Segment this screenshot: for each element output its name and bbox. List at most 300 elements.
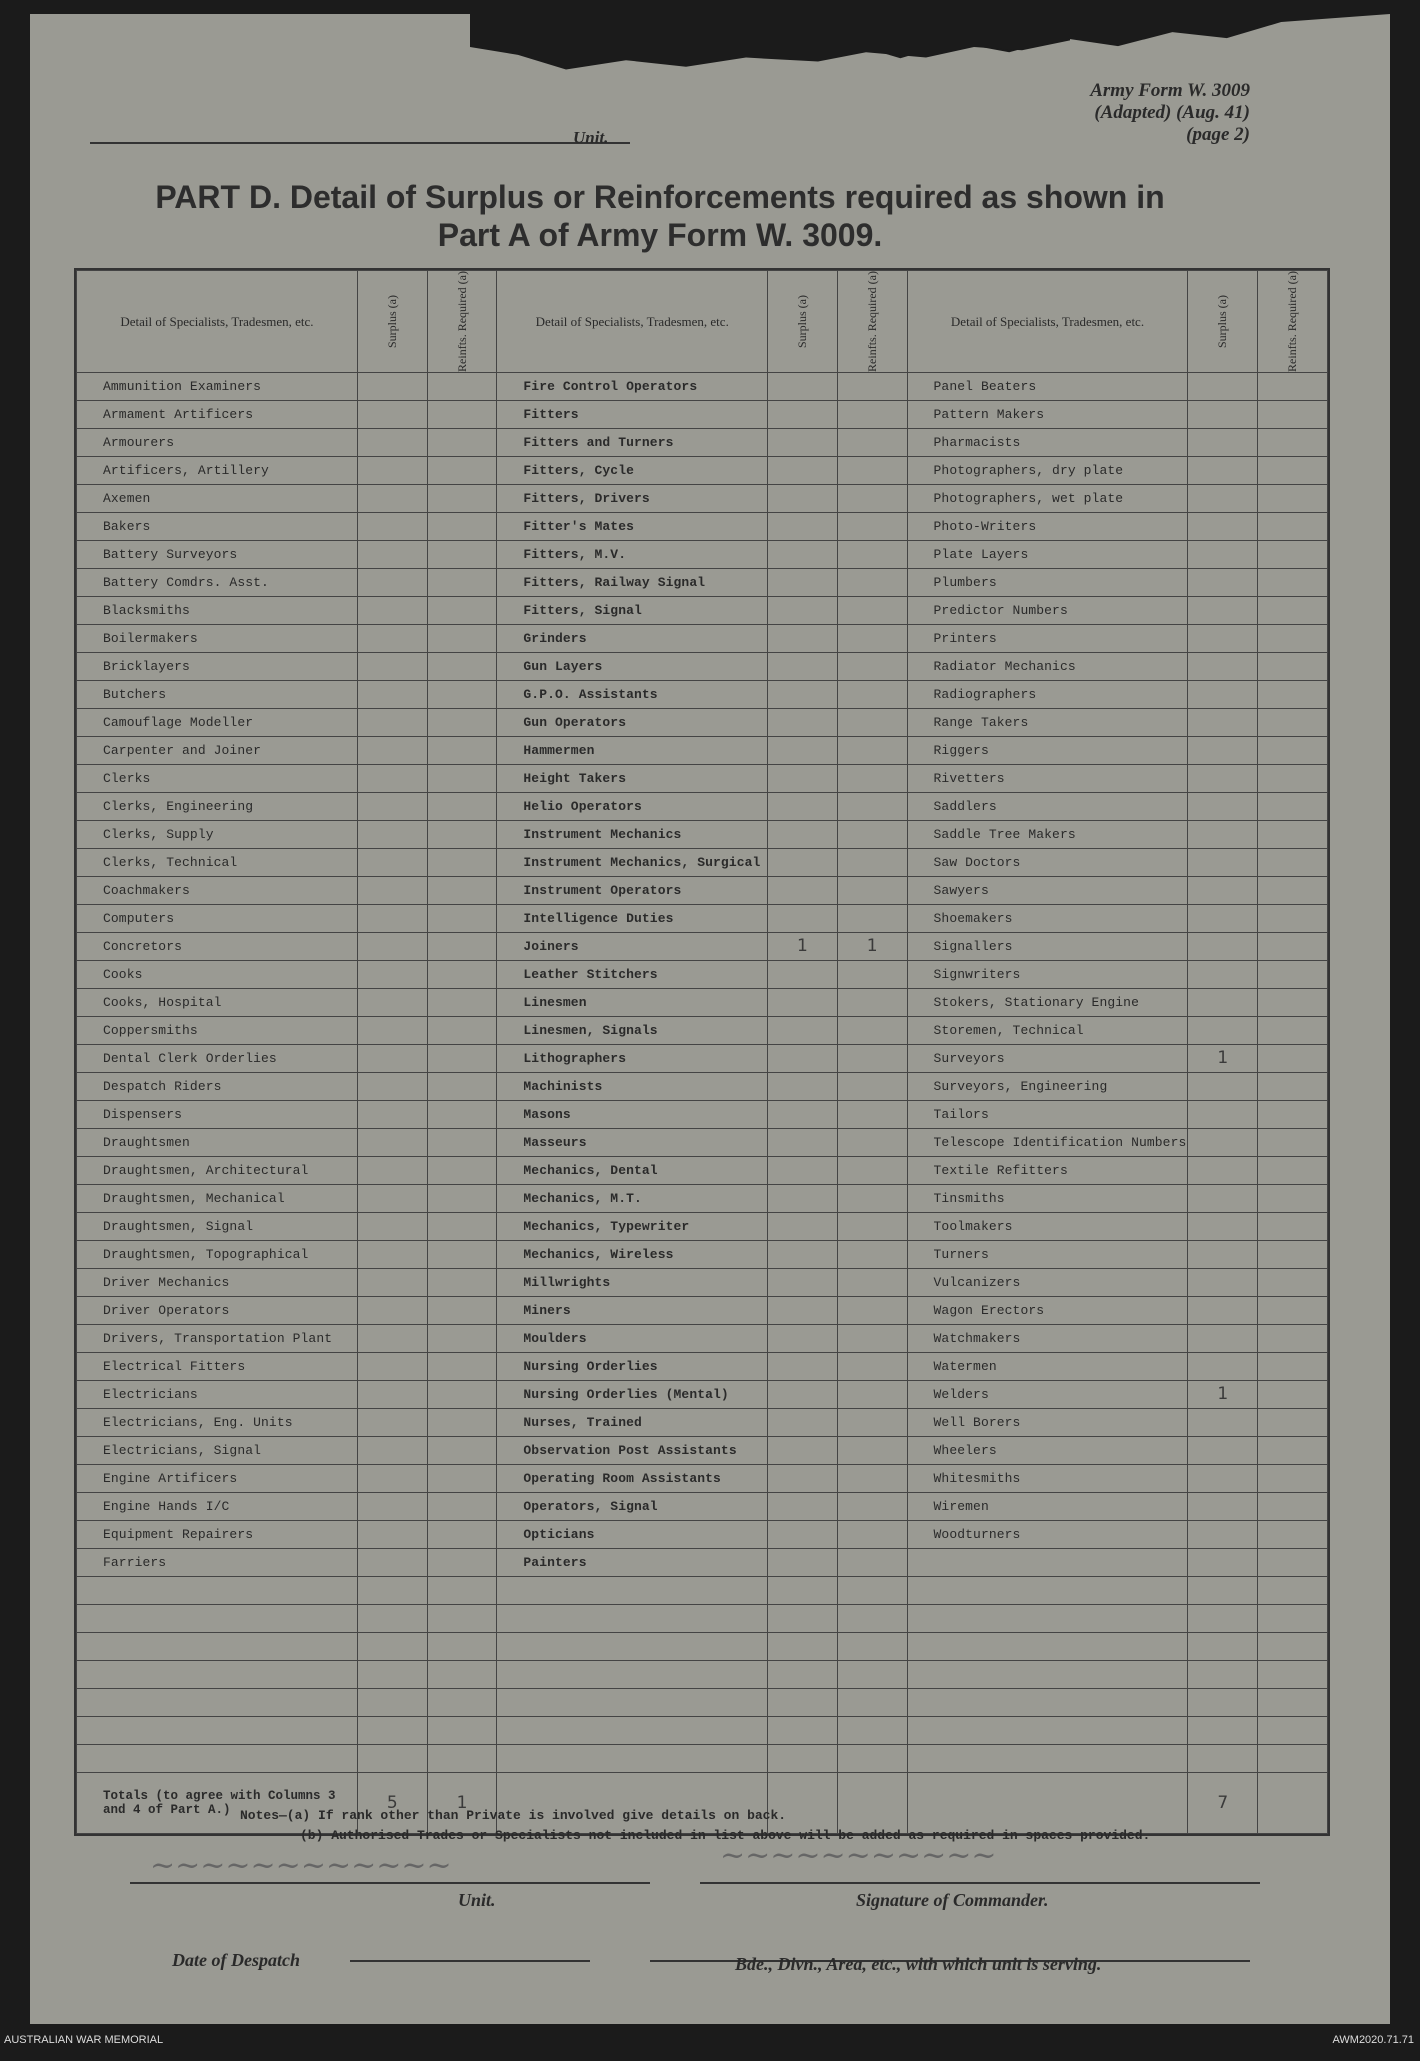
col3-surplus-cell-31[interactable] — [1188, 1240, 1258, 1268]
col1-reinfts-cell-36[interactable] — [427, 1380, 497, 1408]
col2-surplus-cell-39[interactable] — [768, 1464, 838, 1492]
col2-surplus-cell-30[interactable] — [768, 1212, 838, 1240]
col3-surplus-cell-16[interactable] — [1188, 820, 1258, 848]
col3-reinfts-cell-22[interactable] — [1258, 988, 1328, 1016]
col3-surplus-cell-13[interactable] — [1188, 736, 1258, 764]
col1-surplus-cell-7[interactable] — [357, 568, 427, 596]
col1-reinfts-cell-43[interactable] — [427, 1576, 497, 1604]
col2-surplus-cell-27[interactable] — [768, 1128, 838, 1156]
col3-reinfts-cell-26[interactable] — [1258, 1100, 1328, 1128]
col2-surplus-cell-13[interactable] — [768, 736, 838, 764]
totals-col3-reinfts[interactable] — [1258, 1772, 1328, 1833]
col1-surplus-cell-36[interactable] — [357, 1380, 427, 1408]
col2-surplus-cell-23[interactable] — [768, 1016, 838, 1044]
col2-reinfts-cell-4[interactable] — [837, 484, 907, 512]
col3-surplus-cell-2[interactable] — [1188, 428, 1258, 456]
col1-reinfts-cell-10[interactable] — [427, 652, 497, 680]
col2-surplus-cell-46[interactable] — [768, 1660, 838, 1688]
col1-reinfts-cell-29[interactable] — [427, 1184, 497, 1212]
col1-reinfts-cell-48[interactable] — [427, 1716, 497, 1744]
col2-surplus-cell-2[interactable] — [768, 428, 838, 456]
col2-surplus-cell-29[interactable] — [768, 1184, 838, 1212]
col2-reinfts-cell-38[interactable] — [837, 1436, 907, 1464]
col1-surplus-cell-9[interactable] — [357, 624, 427, 652]
col2-reinfts-cell-18[interactable] — [837, 876, 907, 904]
col1-surplus-cell-25[interactable] — [357, 1072, 427, 1100]
col3-reinfts-cell-8[interactable] — [1258, 596, 1328, 624]
col3-reinfts-cell-35[interactable] — [1258, 1352, 1328, 1380]
col2-reinfts-cell-6[interactable] — [837, 540, 907, 568]
col1-reinfts-cell-31[interactable] — [427, 1240, 497, 1268]
col2-surplus-cell-25[interactable] — [768, 1072, 838, 1100]
col1-reinfts-cell-1[interactable] — [427, 400, 497, 428]
col3-reinfts-cell-12[interactable] — [1258, 708, 1328, 736]
col3-reinfts-cell-48[interactable] — [1258, 1716, 1328, 1744]
col3-surplus-cell-44[interactable] — [1188, 1604, 1258, 1632]
col2-reinfts-cell-5[interactable] — [837, 512, 907, 540]
col1-surplus-cell-20[interactable] — [357, 932, 427, 960]
col2-surplus-cell-19[interactable] — [768, 904, 838, 932]
col1-reinfts-cell-15[interactable] — [427, 792, 497, 820]
col3-reinfts-cell-27[interactable] — [1258, 1128, 1328, 1156]
col1-surplus-cell-42[interactable] — [357, 1548, 427, 1576]
col1-surplus-cell-43[interactable] — [357, 1576, 427, 1604]
col3-surplus-cell-17[interactable] — [1188, 848, 1258, 876]
col1-surplus-cell-40[interactable] — [357, 1492, 427, 1520]
col3-surplus-cell-25[interactable] — [1188, 1072, 1258, 1100]
col3-reinfts-cell-9[interactable] — [1258, 624, 1328, 652]
col2-reinfts-cell-11[interactable] — [837, 680, 907, 708]
col3-reinfts-cell-18[interactable] — [1258, 876, 1328, 904]
col1-reinfts-cell-7[interactable] — [427, 568, 497, 596]
col3-surplus-cell-40[interactable] — [1188, 1492, 1258, 1520]
col1-reinfts-cell-38[interactable] — [427, 1436, 497, 1464]
col2-surplus-cell-28[interactable] — [768, 1156, 838, 1184]
col2-reinfts-cell-41[interactable] — [837, 1520, 907, 1548]
col1-reinfts-cell-19[interactable] — [427, 904, 497, 932]
col3-surplus-cell-33[interactable] — [1188, 1296, 1258, 1324]
col3-reinfts-cell-1[interactable] — [1258, 400, 1328, 428]
col3-reinfts-cell-46[interactable] — [1258, 1660, 1328, 1688]
col2-surplus-cell-40[interactable] — [768, 1492, 838, 1520]
col3-reinfts-cell-23[interactable] — [1258, 1016, 1328, 1044]
col1-surplus-cell-39[interactable] — [357, 1464, 427, 1492]
col3-reinfts-cell-32[interactable] — [1258, 1268, 1328, 1296]
col2-surplus-cell-43[interactable] — [768, 1576, 838, 1604]
col2-reinfts-cell-19[interactable] — [837, 904, 907, 932]
col1-surplus-cell-24[interactable] — [357, 1044, 427, 1072]
col1-surplus-cell-44[interactable] — [357, 1604, 427, 1632]
col2-surplus-cell-20[interactable]: 1 — [768, 932, 838, 960]
col2-reinfts-cell-7[interactable] — [837, 568, 907, 596]
col1-reinfts-cell-44[interactable] — [427, 1604, 497, 1632]
col1-surplus-cell-34[interactable] — [357, 1324, 427, 1352]
col1-reinfts-cell-46[interactable] — [427, 1660, 497, 1688]
col1-surplus-cell-1[interactable] — [357, 400, 427, 428]
col1-reinfts-cell-40[interactable] — [427, 1492, 497, 1520]
col3-reinfts-cell-33[interactable] — [1258, 1296, 1328, 1324]
col1-surplus-cell-15[interactable] — [357, 792, 427, 820]
col3-reinfts-cell-19[interactable] — [1258, 904, 1328, 932]
col3-reinfts-cell-10[interactable] — [1258, 652, 1328, 680]
col2-surplus-cell-21[interactable] — [768, 960, 838, 988]
col2-reinfts-cell-35[interactable] — [837, 1352, 907, 1380]
col2-surplus-cell-41[interactable] — [768, 1520, 838, 1548]
col2-reinfts-cell-20[interactable]: 1 — [837, 932, 907, 960]
col1-surplus-cell-11[interactable] — [357, 680, 427, 708]
col1-surplus-cell-5[interactable] — [357, 512, 427, 540]
col3-surplus-cell-6[interactable] — [1188, 540, 1258, 568]
col3-surplus-cell-45[interactable] — [1188, 1632, 1258, 1660]
col1-surplus-cell-35[interactable] — [357, 1352, 427, 1380]
col2-surplus-cell-0[interactable] — [768, 372, 838, 400]
col3-reinfts-cell-45[interactable] — [1258, 1632, 1328, 1660]
col3-surplus-cell-43[interactable] — [1188, 1576, 1258, 1604]
col3-reinfts-cell-43[interactable] — [1258, 1576, 1328, 1604]
col2-reinfts-cell-2[interactable] — [837, 428, 907, 456]
col1-surplus-cell-46[interactable] — [357, 1660, 427, 1688]
col1-reinfts-cell-5[interactable] — [427, 512, 497, 540]
col2-reinfts-cell-25[interactable] — [837, 1072, 907, 1100]
col3-reinfts-cell-7[interactable] — [1258, 568, 1328, 596]
col2-surplus-cell-35[interactable] — [768, 1352, 838, 1380]
col1-reinfts-cell-20[interactable] — [427, 932, 497, 960]
col1-reinfts-cell-33[interactable] — [427, 1296, 497, 1324]
col2-reinfts-cell-13[interactable] — [837, 736, 907, 764]
col1-reinfts-cell-2[interactable] — [427, 428, 497, 456]
col1-surplus-cell-21[interactable] — [357, 960, 427, 988]
col2-reinfts-cell-27[interactable] — [837, 1128, 907, 1156]
col2-reinfts-cell-23[interactable] — [837, 1016, 907, 1044]
col3-surplus-cell-9[interactable] — [1188, 624, 1258, 652]
col1-reinfts-cell-25[interactable] — [427, 1072, 497, 1100]
col1-surplus-cell-32[interactable] — [357, 1268, 427, 1296]
col1-reinfts-cell-16[interactable] — [427, 820, 497, 848]
col2-reinfts-cell-48[interactable] — [837, 1716, 907, 1744]
col2-surplus-cell-14[interactable] — [768, 764, 838, 792]
col1-surplus-cell-31[interactable] — [357, 1240, 427, 1268]
totals-col3-surplus[interactable]: 7 — [1188, 1772, 1258, 1833]
col3-reinfts-cell-38[interactable] — [1258, 1436, 1328, 1464]
col3-reinfts-cell-3[interactable] — [1258, 456, 1328, 484]
col2-reinfts-cell-10[interactable] — [837, 652, 907, 680]
col1-surplus-cell-23[interactable] — [357, 1016, 427, 1044]
col1-reinfts-cell-6[interactable] — [427, 540, 497, 568]
col1-surplus-cell-6[interactable] — [357, 540, 427, 568]
col3-surplus-cell-11[interactable] — [1188, 680, 1258, 708]
col2-reinfts-cell-21[interactable] — [837, 960, 907, 988]
col3-reinfts-cell-31[interactable] — [1258, 1240, 1328, 1268]
col2-surplus-cell-49[interactable] — [768, 1744, 838, 1772]
col3-surplus-cell-27[interactable] — [1188, 1128, 1258, 1156]
col2-surplus-cell-24[interactable] — [768, 1044, 838, 1072]
col3-reinfts-cell-5[interactable] — [1258, 512, 1328, 540]
col3-reinfts-cell-49[interactable] — [1258, 1744, 1328, 1772]
col3-surplus-cell-35[interactable] — [1188, 1352, 1258, 1380]
col1-reinfts-cell-47[interactable] — [427, 1688, 497, 1716]
col1-surplus-cell-10[interactable] — [357, 652, 427, 680]
col3-surplus-cell-38[interactable] — [1188, 1436, 1258, 1464]
col2-reinfts-cell-26[interactable] — [837, 1100, 907, 1128]
col2-surplus-cell-34[interactable] — [768, 1324, 838, 1352]
col2-reinfts-cell-47[interactable] — [837, 1688, 907, 1716]
col1-reinfts-cell-9[interactable] — [427, 624, 497, 652]
col1-reinfts-cell-18[interactable] — [427, 876, 497, 904]
col1-reinfts-cell-21[interactable] — [427, 960, 497, 988]
col3-reinfts-cell-24[interactable] — [1258, 1044, 1328, 1072]
col3-reinfts-cell-36[interactable] — [1258, 1380, 1328, 1408]
col2-reinfts-cell-37[interactable] — [837, 1408, 907, 1436]
col2-reinfts-cell-46[interactable] — [837, 1660, 907, 1688]
col1-reinfts-cell-27[interactable] — [427, 1128, 497, 1156]
col1-reinfts-cell-24[interactable] — [427, 1044, 497, 1072]
col3-surplus-cell-37[interactable] — [1188, 1408, 1258, 1436]
col3-reinfts-cell-47[interactable] — [1258, 1688, 1328, 1716]
col3-reinfts-cell-34[interactable] — [1258, 1324, 1328, 1352]
col2-surplus-cell-9[interactable] — [768, 624, 838, 652]
col1-surplus-cell-22[interactable] — [357, 988, 427, 1016]
col1-surplus-cell-2[interactable] — [357, 428, 427, 456]
col2-surplus-cell-31[interactable] — [768, 1240, 838, 1268]
col3-surplus-cell-26[interactable] — [1188, 1100, 1258, 1128]
col3-surplus-cell-28[interactable] — [1188, 1156, 1258, 1184]
col1-surplus-cell-27[interactable] — [357, 1128, 427, 1156]
col2-reinfts-cell-45[interactable] — [837, 1632, 907, 1660]
col3-surplus-cell-5[interactable] — [1188, 512, 1258, 540]
col2-reinfts-cell-24[interactable] — [837, 1044, 907, 1072]
col3-reinfts-cell-14[interactable] — [1258, 764, 1328, 792]
col3-surplus-cell-39[interactable] — [1188, 1464, 1258, 1492]
col3-surplus-cell-7[interactable] — [1188, 568, 1258, 596]
col1-reinfts-cell-17[interactable] — [427, 848, 497, 876]
col1-surplus-cell-26[interactable] — [357, 1100, 427, 1128]
col3-surplus-cell-20[interactable] — [1188, 932, 1258, 960]
col2-surplus-cell-10[interactable] — [768, 652, 838, 680]
col3-surplus-cell-19[interactable] — [1188, 904, 1258, 932]
totals-col1-reinfts[interactable]: 1 — [427, 1772, 497, 1833]
col1-surplus-cell-45[interactable] — [357, 1632, 427, 1660]
col2-surplus-cell-38[interactable] — [768, 1436, 838, 1464]
col3-reinfts-cell-37[interactable] — [1258, 1408, 1328, 1436]
col2-reinfts-cell-33[interactable] — [837, 1296, 907, 1324]
col3-surplus-cell-34[interactable] — [1188, 1324, 1258, 1352]
col3-reinfts-cell-39[interactable] — [1258, 1464, 1328, 1492]
col2-reinfts-cell-39[interactable] — [837, 1464, 907, 1492]
col3-surplus-cell-46[interactable] — [1188, 1660, 1258, 1688]
col3-reinfts-cell-15[interactable] — [1258, 792, 1328, 820]
col3-surplus-cell-12[interactable] — [1188, 708, 1258, 736]
col1-surplus-cell-49[interactable] — [357, 1744, 427, 1772]
col3-surplus-cell-48[interactable] — [1188, 1716, 1258, 1744]
col2-reinfts-cell-31[interactable] — [837, 1240, 907, 1268]
col1-surplus-cell-13[interactable] — [357, 736, 427, 764]
col2-surplus-cell-16[interactable] — [768, 820, 838, 848]
col1-reinfts-cell-11[interactable] — [427, 680, 497, 708]
col1-reinfts-cell-49[interactable] — [427, 1744, 497, 1772]
col3-surplus-cell-10[interactable] — [1188, 652, 1258, 680]
col1-reinfts-cell-45[interactable] — [427, 1632, 497, 1660]
col1-reinfts-cell-26[interactable] — [427, 1100, 497, 1128]
col1-surplus-cell-12[interactable] — [357, 708, 427, 736]
col3-surplus-cell-32[interactable] — [1188, 1268, 1258, 1296]
col2-surplus-cell-3[interactable] — [768, 456, 838, 484]
col1-reinfts-cell-42[interactable] — [427, 1548, 497, 1576]
col1-reinfts-cell-4[interactable] — [427, 484, 497, 512]
col1-surplus-cell-29[interactable] — [357, 1184, 427, 1212]
col2-surplus-cell-36[interactable] — [768, 1380, 838, 1408]
col1-reinfts-cell-32[interactable] — [427, 1268, 497, 1296]
col2-surplus-cell-1[interactable] — [768, 400, 838, 428]
col3-reinfts-cell-11[interactable] — [1258, 680, 1328, 708]
col1-surplus-cell-19[interactable] — [357, 904, 427, 932]
col2-reinfts-cell-17[interactable] — [837, 848, 907, 876]
col1-reinfts-cell-14[interactable] — [427, 764, 497, 792]
col2-surplus-cell-42[interactable] — [768, 1548, 838, 1576]
col2-surplus-cell-48[interactable] — [768, 1716, 838, 1744]
col2-reinfts-cell-36[interactable] — [837, 1380, 907, 1408]
col1-surplus-cell-0[interactable] — [357, 372, 427, 400]
col2-reinfts-cell-9[interactable] — [837, 624, 907, 652]
col2-surplus-cell-18[interactable] — [768, 876, 838, 904]
col3-surplus-cell-24[interactable]: 1 — [1188, 1044, 1258, 1072]
col3-surplus-cell-18[interactable] — [1188, 876, 1258, 904]
col3-reinfts-cell-0[interactable] — [1258, 372, 1328, 400]
col2-reinfts-cell-0[interactable] — [837, 372, 907, 400]
col3-surplus-cell-36[interactable]: 1 — [1188, 1380, 1258, 1408]
col3-surplus-cell-8[interactable] — [1188, 596, 1258, 624]
col3-surplus-cell-30[interactable] — [1188, 1212, 1258, 1240]
col2-reinfts-cell-44[interactable] — [837, 1604, 907, 1632]
col3-reinfts-cell-41[interactable] — [1258, 1520, 1328, 1548]
col3-surplus-cell-0[interactable] — [1188, 372, 1258, 400]
col1-surplus-cell-16[interactable] — [357, 820, 427, 848]
col2-surplus-cell-15[interactable] — [768, 792, 838, 820]
col2-surplus-cell-44[interactable] — [768, 1604, 838, 1632]
col2-reinfts-cell-3[interactable] — [837, 456, 907, 484]
col2-reinfts-cell-34[interactable] — [837, 1324, 907, 1352]
col3-surplus-cell-15[interactable] — [1188, 792, 1258, 820]
col2-surplus-cell-26[interactable] — [768, 1100, 838, 1128]
col1-reinfts-cell-8[interactable] — [427, 596, 497, 624]
col1-surplus-cell-18[interactable] — [357, 876, 427, 904]
col1-surplus-cell-28[interactable] — [357, 1156, 427, 1184]
col2-reinfts-cell-22[interactable] — [837, 988, 907, 1016]
col3-surplus-cell-47[interactable] — [1188, 1688, 1258, 1716]
col3-surplus-cell-21[interactable] — [1188, 960, 1258, 988]
col3-surplus-cell-29[interactable] — [1188, 1184, 1258, 1212]
col2-reinfts-cell-16[interactable] — [837, 820, 907, 848]
col1-reinfts-cell-22[interactable] — [427, 988, 497, 1016]
col1-reinfts-cell-3[interactable] — [427, 456, 497, 484]
col2-surplus-cell-7[interactable] — [768, 568, 838, 596]
col3-reinfts-cell-17[interactable] — [1258, 848, 1328, 876]
col3-reinfts-cell-44[interactable] — [1258, 1604, 1328, 1632]
totals-col1-surplus[interactable]: 5 — [357, 1772, 427, 1833]
col2-surplus-cell-12[interactable] — [768, 708, 838, 736]
col3-surplus-cell-4[interactable] — [1188, 484, 1258, 512]
col3-reinfts-cell-21[interactable] — [1258, 960, 1328, 988]
col2-surplus-cell-22[interactable] — [768, 988, 838, 1016]
col2-reinfts-cell-42[interactable] — [837, 1548, 907, 1576]
col1-surplus-cell-38[interactable] — [357, 1436, 427, 1464]
col2-surplus-cell-45[interactable] — [768, 1632, 838, 1660]
col1-surplus-cell-17[interactable] — [357, 848, 427, 876]
col3-surplus-cell-49[interactable] — [1188, 1744, 1258, 1772]
col1-surplus-cell-30[interactable] — [357, 1212, 427, 1240]
col1-reinfts-cell-41[interactable] — [427, 1520, 497, 1548]
col3-reinfts-cell-16[interactable] — [1258, 820, 1328, 848]
col3-surplus-cell-41[interactable] — [1188, 1520, 1258, 1548]
col2-reinfts-cell-29[interactable] — [837, 1184, 907, 1212]
col3-reinfts-cell-25[interactable] — [1258, 1072, 1328, 1100]
col1-reinfts-cell-39[interactable] — [427, 1464, 497, 1492]
col2-reinfts-cell-40[interactable] — [837, 1492, 907, 1520]
col2-surplus-cell-47[interactable] — [768, 1688, 838, 1716]
col3-reinfts-cell-42[interactable] — [1258, 1548, 1328, 1576]
col2-reinfts-cell-14[interactable] — [837, 764, 907, 792]
col2-surplus-cell-5[interactable] — [768, 512, 838, 540]
col2-reinfts-cell-1[interactable] — [837, 400, 907, 428]
col1-surplus-cell-47[interactable] — [357, 1688, 427, 1716]
col3-reinfts-cell-28[interactable] — [1258, 1156, 1328, 1184]
col2-surplus-cell-11[interactable] — [768, 680, 838, 708]
col2-surplus-cell-8[interactable] — [768, 596, 838, 624]
col3-reinfts-cell-2[interactable] — [1258, 428, 1328, 456]
col3-reinfts-cell-20[interactable] — [1258, 932, 1328, 960]
col1-surplus-cell-33[interactable] — [357, 1296, 427, 1324]
col1-reinfts-cell-0[interactable] — [427, 372, 497, 400]
col2-surplus-cell-33[interactable] — [768, 1296, 838, 1324]
col2-surplus-cell-37[interactable] — [768, 1408, 838, 1436]
col2-reinfts-cell-15[interactable] — [837, 792, 907, 820]
col3-surplus-cell-23[interactable] — [1188, 1016, 1258, 1044]
col2-reinfts-cell-43[interactable] — [837, 1576, 907, 1604]
col2-surplus-cell-17[interactable] — [768, 848, 838, 876]
col1-reinfts-cell-23[interactable] — [427, 1016, 497, 1044]
col3-surplus-cell-1[interactable] — [1188, 400, 1258, 428]
col3-reinfts-cell-40[interactable] — [1258, 1492, 1328, 1520]
col3-reinfts-cell-13[interactable] — [1258, 736, 1328, 764]
col2-reinfts-cell-12[interactable] — [837, 708, 907, 736]
col3-reinfts-cell-6[interactable] — [1258, 540, 1328, 568]
col1-surplus-cell-3[interactable] — [357, 456, 427, 484]
col1-reinfts-cell-35[interactable] — [427, 1352, 497, 1380]
col3-surplus-cell-3[interactable] — [1188, 456, 1258, 484]
col2-reinfts-cell-32[interactable] — [837, 1268, 907, 1296]
col1-reinfts-cell-37[interactable] — [427, 1408, 497, 1436]
col3-surplus-cell-14[interactable] — [1188, 764, 1258, 792]
col2-reinfts-cell-49[interactable] — [837, 1744, 907, 1772]
col1-surplus-cell-4[interactable] — [357, 484, 427, 512]
col1-reinfts-cell-30[interactable] — [427, 1212, 497, 1240]
col1-surplus-cell-14[interactable] — [357, 764, 427, 792]
col2-reinfts-cell-30[interactable] — [837, 1212, 907, 1240]
col3-surplus-cell-22[interactable] — [1188, 988, 1258, 1016]
col1-reinfts-cell-13[interactable] — [427, 736, 497, 764]
col2-surplus-cell-4[interactable] — [768, 484, 838, 512]
col1-surplus-cell-41[interactable] — [357, 1520, 427, 1548]
col3-reinfts-cell-30[interactable] — [1258, 1212, 1328, 1240]
col2-reinfts-cell-8[interactable] — [837, 596, 907, 624]
col2-surplus-cell-6[interactable] — [768, 540, 838, 568]
col3-reinfts-cell-4[interactable] — [1258, 484, 1328, 512]
col1-reinfts-cell-12[interactable] — [427, 708, 497, 736]
col3-surplus-cell-42[interactable] — [1188, 1548, 1258, 1576]
col1-surplus-cell-48[interactable] — [357, 1716, 427, 1744]
col1-surplus-cell-37[interactable] — [357, 1408, 427, 1436]
col3-reinfts-cell-29[interactable] — [1258, 1184, 1328, 1212]
col1-reinfts-cell-28[interactable] — [427, 1156, 497, 1184]
